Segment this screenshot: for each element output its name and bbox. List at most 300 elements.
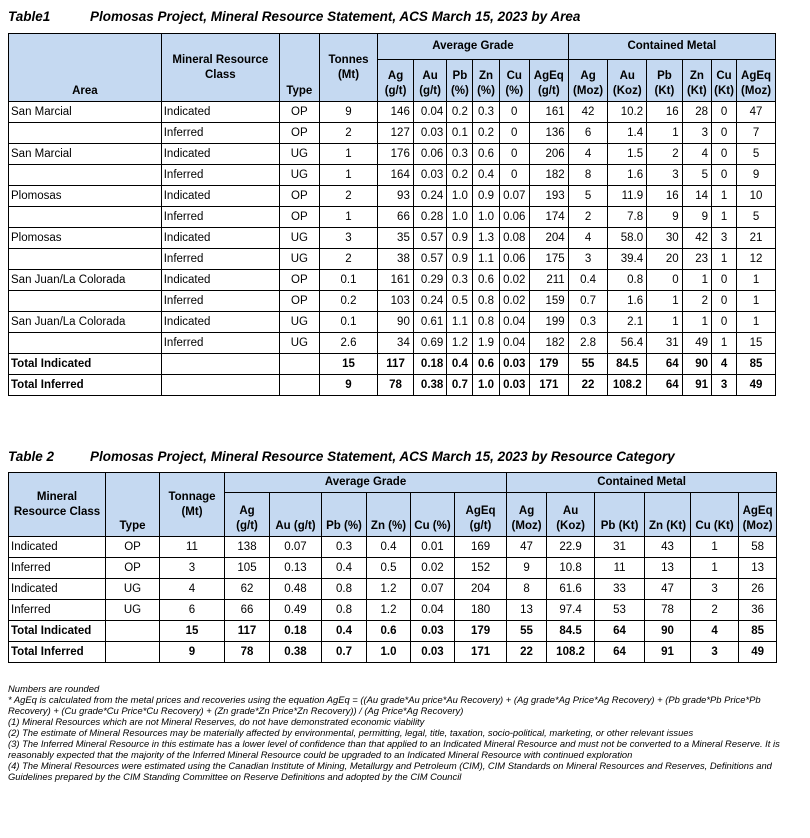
- table1-cell: [9, 165, 162, 186]
- footnote: Numbers are rounded: [8, 683, 100, 694]
- table1: [8, 33, 776, 396]
- table1-cell: 1: [711, 333, 736, 354]
- table2-cell: 0.07: [411, 579, 455, 600]
- table1-cell: 34: [378, 333, 414, 354]
- table1-cell: 0.9: [447, 228, 473, 249]
- table2-cell: 0.8: [322, 579, 367, 600]
- table1-cell: 1.6: [608, 165, 647, 186]
- table1-cell: UG: [279, 144, 319, 165]
- table2-cell: 6: [160, 600, 225, 621]
- table2-cell: 13: [739, 558, 777, 579]
- table1-total-cell: 4: [711, 354, 736, 375]
- table1-cell: Inferred: [161, 249, 279, 270]
- table1-cell: 0.24: [413, 291, 446, 312]
- table1-cell: 1.1: [473, 249, 499, 270]
- table1-cell: 0.61: [413, 312, 446, 333]
- table2-cell: 61.6: [547, 579, 595, 600]
- table1-cell: 1: [737, 270, 776, 291]
- table2-total-cell: 91: [645, 642, 691, 663]
- table1-cell: 0.8: [473, 312, 499, 333]
- table1-cell: 38: [378, 249, 414, 270]
- table1-cell: Indicated: [161, 144, 279, 165]
- table1-cell: Inferred: [161, 291, 279, 312]
- footnote: (1) Mineral Resources which are not Mineral Reserves, do not have demonstrated economic viability: [8, 716, 425, 727]
- table1-cell: Inferred: [161, 165, 279, 186]
- table1-total-cell: 0.4: [447, 354, 473, 375]
- table1-cell: [9, 333, 162, 354]
- table2-total-cell: 49: [739, 642, 777, 663]
- table2-header-contained-metal: Contained Metal: [507, 473, 777, 493]
- table1-cell: UG: [279, 312, 319, 333]
- table2-cell: 47: [507, 537, 547, 558]
- table2-total-cell: 0.7: [322, 642, 367, 663]
- table1-header-metal-0: Ag (Moz): [568, 60, 608, 102]
- table1-cell: 21: [737, 228, 776, 249]
- table-row: [9, 165, 776, 186]
- table1-cell: 204: [529, 228, 568, 249]
- table1-header-contained-metal: Contained Metal: [568, 34, 775, 60]
- footnote: (4) The Mineral Resources were estimated using the Canadian Institute of Mining, Metallurgy and Petroleum (CIM), CIM Standards on Mineral Resources and Reserves, Definitions and Guidelines prepared by the CIM Standing Committee on Reserve Definitions and adopted by the CIM Council: [8, 760, 772, 782]
- table1-cell: 0.04: [499, 333, 529, 354]
- table1-total-cell: 64: [647, 354, 683, 375]
- table1-header-grade-2: Pb (%): [447, 60, 473, 102]
- table2-header-tonnage: Tonnage (Mt): [160, 473, 225, 537]
- table1-cell: 1: [711, 249, 736, 270]
- table1-cell: 0: [711, 123, 736, 144]
- table2-cell: 1: [691, 558, 739, 579]
- table1-cell: Inferred: [161, 207, 279, 228]
- table1-cell: 211: [529, 270, 568, 291]
- table1-cell: 127: [378, 123, 414, 144]
- table1-cell: 0.07: [499, 186, 529, 207]
- table1-cell: 42: [682, 228, 711, 249]
- table1-total-cell: Total Indicated: [9, 354, 162, 375]
- table1-cell: 0.69: [413, 333, 446, 354]
- table1-cell: 0.57: [413, 228, 446, 249]
- table2-total-cell: 0.03: [411, 621, 455, 642]
- table1-cell: 0.29: [413, 270, 446, 291]
- table1-cell: 14: [682, 186, 711, 207]
- table1-cell: 161: [378, 270, 414, 291]
- table1-cell: OP: [279, 102, 319, 123]
- table1-cell: OP: [279, 291, 319, 312]
- table-row: [9, 333, 776, 354]
- table2-total-cell: 171: [455, 642, 507, 663]
- table2-total-cell: 78: [225, 642, 270, 663]
- table1-cell: 3: [682, 123, 711, 144]
- table1-cell: San Marcial: [9, 102, 162, 123]
- table1-total-cell: 22: [568, 375, 608, 396]
- table1-cell: 0.6: [473, 270, 499, 291]
- table1-cell: [9, 207, 162, 228]
- table1-cell: 11.9: [608, 186, 647, 207]
- table1-cell: 182: [529, 165, 568, 186]
- table2-total-cell: 22: [507, 642, 547, 663]
- table2-cell: 26: [739, 579, 777, 600]
- table2-cell: 0.02: [411, 558, 455, 579]
- table1-header-metal-4: Cu (Kt): [711, 60, 736, 102]
- table1-cell: 0.8: [608, 270, 647, 291]
- footnote: (3) The Inferred Mineral Resource in this estimate has a lower level of confidence than that applied to an Indicated Mineral Resource and must not be converted to a Mineral Reserve. It is reasonably expected that the majority of the Inferred Mineral Resource could be upgraded to an Indicated Mineral Resource with continued exploration: [8, 738, 780, 760]
- table1-cell: 4: [568, 144, 608, 165]
- table1-label: Table1: [8, 9, 51, 24]
- table1-total-cell: [279, 354, 319, 375]
- table1-cell: Plomosas: [9, 186, 162, 207]
- table1-cell: 15: [737, 333, 776, 354]
- table1-header-metal-2: Pb (Kt): [647, 60, 683, 102]
- table2-cell: 0.4: [322, 558, 367, 579]
- table1-total-cell: 85: [737, 354, 776, 375]
- table2-cell: 36: [739, 600, 777, 621]
- table2-cell: 0.01: [411, 537, 455, 558]
- table1-total-cell: [161, 375, 279, 396]
- table2-total-cell: 64: [595, 642, 645, 663]
- table2-header-grade-4: Cu (%): [411, 493, 455, 537]
- table2-total-cell: 0.38: [270, 642, 322, 663]
- table1-cell: 1: [737, 291, 776, 312]
- table1-header-type: Type: [279, 34, 319, 102]
- table2-cell: 105: [225, 558, 270, 579]
- table2-cell: 0.49: [270, 600, 322, 621]
- table-row: [9, 579, 777, 600]
- table1-cell: 3: [319, 228, 378, 249]
- table1-cell: 2.8: [568, 333, 608, 354]
- table2-total-cell: 15: [160, 621, 225, 642]
- table2-cell: 0.48: [270, 579, 322, 600]
- table1-cell: 2: [319, 123, 378, 144]
- table2-cell: 0.3: [322, 537, 367, 558]
- table1-cell: 0: [711, 312, 736, 333]
- table1-cell: 0.2: [447, 165, 473, 186]
- table2-header-grade-0: Ag (g/t): [225, 493, 270, 537]
- table1-total-cell: 9: [319, 375, 378, 396]
- table1-cell: Indicated: [161, 186, 279, 207]
- table1-cell: 0: [499, 123, 529, 144]
- table1-header-metal-1: Au (Koz): [608, 60, 647, 102]
- table1-cell: Plomosas: [9, 228, 162, 249]
- table1-cell: 159: [529, 291, 568, 312]
- table1-cell: 35: [378, 228, 414, 249]
- table2-cell: 152: [455, 558, 507, 579]
- table1-cell: 0: [711, 144, 736, 165]
- table2-cell: 3: [691, 579, 739, 600]
- table1-cell: 1.0: [447, 186, 473, 207]
- table1-header-grade-3: Zn (%): [473, 60, 499, 102]
- table1-cell: 0: [711, 291, 736, 312]
- table1-cell: 0: [711, 165, 736, 186]
- table2-header-class: Mineral Resource Class: [9, 473, 106, 537]
- table2-header-metal-2: Pb (Kt): [595, 493, 645, 537]
- table2-header-grade-3: Zn (%): [367, 493, 411, 537]
- table1-cell: 0.03: [413, 123, 446, 144]
- table1-cell: Inferred: [161, 333, 279, 354]
- table1-cell: 0.57: [413, 249, 446, 270]
- table1-cell: [9, 291, 162, 312]
- table2-total-cell: 85: [739, 621, 777, 642]
- table2-cell: OP: [106, 537, 160, 558]
- table2-cell: 0.04: [411, 600, 455, 621]
- table2-cell: Inferred: [9, 558, 106, 579]
- table1-cell: 1: [737, 312, 776, 333]
- table2-total-cell: 117: [225, 621, 270, 642]
- table1-total-cell: 91: [682, 375, 711, 396]
- table1-cell: San Juan/La Colorada: [9, 270, 162, 291]
- table1-cell: 199: [529, 312, 568, 333]
- table1-cell: 66: [378, 207, 414, 228]
- table1-cell: 161: [529, 102, 568, 123]
- total-row: [9, 621, 777, 642]
- table1-cell: Indicated: [161, 228, 279, 249]
- table1-cell: 1: [647, 312, 683, 333]
- table1-cell: 0.5: [447, 291, 473, 312]
- table1-body: [9, 102, 776, 396]
- table1-cell: 1.9: [473, 333, 499, 354]
- footnotes: [8, 683, 798, 782]
- table1-total-cell: 0.18: [413, 354, 446, 375]
- table1-cell: 0.02: [499, 291, 529, 312]
- table1-cell: Indicated: [161, 102, 279, 123]
- table1-header-metal-3: Zn (Kt): [682, 60, 711, 102]
- table1-cell: 93: [378, 186, 414, 207]
- table2-cell: 2: [691, 600, 739, 621]
- table1-cell: 1: [647, 123, 683, 144]
- table1-cell: 0.8: [473, 291, 499, 312]
- table-row: [9, 123, 776, 144]
- table2-total-cell: 108.2: [547, 642, 595, 663]
- table1-cell: 2: [319, 186, 378, 207]
- table1-cell: 136: [529, 123, 568, 144]
- table1-cell: 182: [529, 333, 568, 354]
- table-row: [9, 270, 776, 291]
- table1-cell: 0.08: [499, 228, 529, 249]
- table1-cell: 5: [737, 207, 776, 228]
- table2-cell: 22.9: [547, 537, 595, 558]
- table1-total-cell: 3: [711, 375, 736, 396]
- table1-cell: 1: [319, 165, 378, 186]
- table2-cell: 1.2: [367, 600, 411, 621]
- table2-total-cell: 3: [691, 642, 739, 663]
- table1-cell: 2: [647, 144, 683, 165]
- table1-cell: 28: [682, 102, 711, 123]
- table1-cell: 164: [378, 165, 414, 186]
- table1-cell: 10: [737, 186, 776, 207]
- table2-header-metal-4: Cu (Kt): [691, 493, 739, 537]
- table2-total-cell: 9: [160, 642, 225, 663]
- table1-cell: 12: [737, 249, 776, 270]
- table1-cell: 0: [499, 102, 529, 123]
- table2-cell: 13: [645, 558, 691, 579]
- table2-total-cell: 55: [507, 621, 547, 642]
- table2-cell: 58: [739, 537, 777, 558]
- table1-cell: 9: [682, 207, 711, 228]
- table2-header-metal-1: Au (Koz): [547, 493, 595, 537]
- table1-total-cell: 0.7: [447, 375, 473, 396]
- table2-cell: 31: [595, 537, 645, 558]
- table1-cell: [9, 249, 162, 270]
- table2-total-cell: 179: [455, 621, 507, 642]
- footnote: (2) The estimate of Mineral Resources may be materially affected by environmental, permitting, legal, title, taxation, socio-political, marketing, or other relevant issues: [8, 727, 694, 738]
- table1-cell: 9: [737, 165, 776, 186]
- table1-cell: 0.06: [499, 207, 529, 228]
- table1-total-cell: [279, 375, 319, 396]
- table1-cell: 0.2: [447, 102, 473, 123]
- table1-cell: 2.6: [319, 333, 378, 354]
- table1-cell: 146: [378, 102, 414, 123]
- table2-total-cell: 84.5: [547, 621, 595, 642]
- table2-total-cell: 0.4: [322, 621, 367, 642]
- table1-total-cell: 179: [529, 354, 568, 375]
- table1-cell: 1: [711, 186, 736, 207]
- table1-cell: 0.03: [413, 165, 446, 186]
- table2-cell: 0.07: [270, 537, 322, 558]
- table2-total-cell: Total Inferred: [9, 642, 106, 663]
- table1-cell: UG: [279, 228, 319, 249]
- table2-cell: UG: [106, 600, 160, 621]
- table2-total-cell: Total Indicated: [9, 621, 106, 642]
- table2-cell: 13: [507, 600, 547, 621]
- table1-cell: 0.04: [499, 312, 529, 333]
- table1-cell: 56.4: [608, 333, 647, 354]
- table2-header-grade-5: AgEq (g/t): [455, 493, 507, 537]
- table1-total-cell: 78: [378, 375, 414, 396]
- table2-header-average-grade: Average Grade: [225, 473, 507, 493]
- table1-cell: 0.6: [473, 144, 499, 165]
- table1-cell: 0.06: [499, 249, 529, 270]
- table2-cell: 9: [507, 558, 547, 579]
- table1-header-class: Mineral Resource Class: [161, 34, 279, 102]
- table2-cell: 180: [455, 600, 507, 621]
- table1-cell: 2.1: [608, 312, 647, 333]
- table2-cell: Indicated: [9, 537, 106, 558]
- table2-cell: 4: [160, 579, 225, 600]
- table2-cell: 0.13: [270, 558, 322, 579]
- table1-cell: 1.0: [473, 207, 499, 228]
- table1-caption: [8, 9, 580, 24]
- table1-cell: 0: [499, 165, 529, 186]
- table1-cell: 3: [568, 249, 608, 270]
- footnote: * AgEq is calculated from the metal prices and recoveries using the equation AgEq = ((Au grade*Au price*Au Recovery) + (Ag grade*Ag Price*Ag Recovery) + (Pb grade*Pb Price*Pb Recovery) + (Cu grade*Cu Price*Cu Recovery) + (Zn grade*Zn Price*Zn Recovery)) / (Ag Price*Ag Recovery): [8, 694, 761, 716]
- table1-total-cell: 0.03: [499, 354, 529, 375]
- table2-cell: 3: [160, 558, 225, 579]
- table1-cell: 0.04: [413, 102, 446, 123]
- table1-cell: 0: [499, 144, 529, 165]
- table1-cell: Indicated: [161, 312, 279, 333]
- table-row: [9, 291, 776, 312]
- table1-cell: 16: [647, 186, 683, 207]
- table1-cell: 39.4: [608, 249, 647, 270]
- table1-total-cell: 0.38: [413, 375, 446, 396]
- total-row: [9, 642, 777, 663]
- table2-cell: 204: [455, 579, 507, 600]
- table1-cell: 5: [568, 186, 608, 207]
- table1-cell: 1: [319, 207, 378, 228]
- table1-cell: 0.1: [319, 270, 378, 291]
- table1-total-cell: 1.0: [473, 375, 499, 396]
- table2-cell: UG: [106, 579, 160, 600]
- table1-cell: 1.6: [608, 291, 647, 312]
- table1-cell: UG: [279, 165, 319, 186]
- table2-total-cell: 64: [595, 621, 645, 642]
- table1-cell: 0.02: [499, 270, 529, 291]
- total-row: [9, 354, 776, 375]
- table1-cell: OP: [279, 123, 319, 144]
- table1-cell: 1.4: [608, 123, 647, 144]
- table1-cell: [9, 123, 162, 144]
- table-row: [9, 186, 776, 207]
- table2-cell: 43: [645, 537, 691, 558]
- table1-total-cell: 15: [319, 354, 378, 375]
- table-row: [9, 207, 776, 228]
- table1-cell: 23: [682, 249, 711, 270]
- table-row: [9, 537, 777, 558]
- table1-total-cell: 64: [647, 375, 683, 396]
- table2-total-cell: 0.18: [270, 621, 322, 642]
- table1-cell: 49: [682, 333, 711, 354]
- table1-total-cell: 108.2: [608, 375, 647, 396]
- table2-header-type: Type: [106, 473, 160, 537]
- table1-cell: 3: [647, 165, 683, 186]
- table2-cell: 0.8: [322, 600, 367, 621]
- table1-cell: 0.4: [568, 270, 608, 291]
- table2-cell: 47: [645, 579, 691, 600]
- table1-cell: 1.2: [447, 333, 473, 354]
- table1-total-cell: 117: [378, 354, 414, 375]
- table2-cell: 66: [225, 600, 270, 621]
- table1-total-cell: 84.5: [608, 354, 647, 375]
- table1-cell: OP: [279, 207, 319, 228]
- table1-cell: 3: [711, 228, 736, 249]
- table1-header-grade-4: Cu (%): [499, 60, 529, 102]
- table1-cell: 1: [319, 144, 378, 165]
- table1-header-grade-1: Au (g/t): [413, 60, 446, 102]
- table1-cell: 16: [647, 102, 683, 123]
- table2-total-cell: 0.6: [367, 621, 411, 642]
- table1-cell: 0.3: [447, 144, 473, 165]
- table1-cell: 9: [319, 102, 378, 123]
- table1-total-cell: 0.03: [499, 375, 529, 396]
- table1-cell: 206: [529, 144, 568, 165]
- table2-cell: 169: [455, 537, 507, 558]
- table1-cell: 8: [568, 165, 608, 186]
- table2-header-grade-1: Au (g/t): [270, 493, 322, 537]
- table2-header-metal-3: Zn (Kt): [645, 493, 691, 537]
- table-row: [9, 600, 777, 621]
- table2-total-cell: [106, 621, 160, 642]
- table1-cell: 0.3: [447, 270, 473, 291]
- table1-cell: 0.2: [319, 291, 378, 312]
- table1-cell: 42: [568, 102, 608, 123]
- table1-cell: 1: [647, 291, 683, 312]
- table1-total-cell: 0.6: [473, 354, 499, 375]
- table1-cell: 0.7: [568, 291, 608, 312]
- table2-header-group-row: [9, 473, 777, 493]
- table1-cell: 47: [737, 102, 776, 123]
- table-row: [9, 558, 777, 579]
- table1-header-metal-5: AgEq (Moz): [737, 60, 776, 102]
- table1-cell: 1: [711, 207, 736, 228]
- table2-total-cell: 0.03: [411, 642, 455, 663]
- table1-cell: OP: [279, 270, 319, 291]
- table1-total-cell: 171: [529, 375, 568, 396]
- table-row: [9, 144, 776, 165]
- table1-header-average-grade: Average Grade: [378, 34, 568, 60]
- table2-total-cell: 4: [691, 621, 739, 642]
- table1-cell: 0.1: [447, 123, 473, 144]
- table1-cell: Inferred: [161, 123, 279, 144]
- table1-cell: San Juan/La Colorada: [9, 312, 162, 333]
- table1-cell: 0: [711, 270, 736, 291]
- table2-cell: 138: [225, 537, 270, 558]
